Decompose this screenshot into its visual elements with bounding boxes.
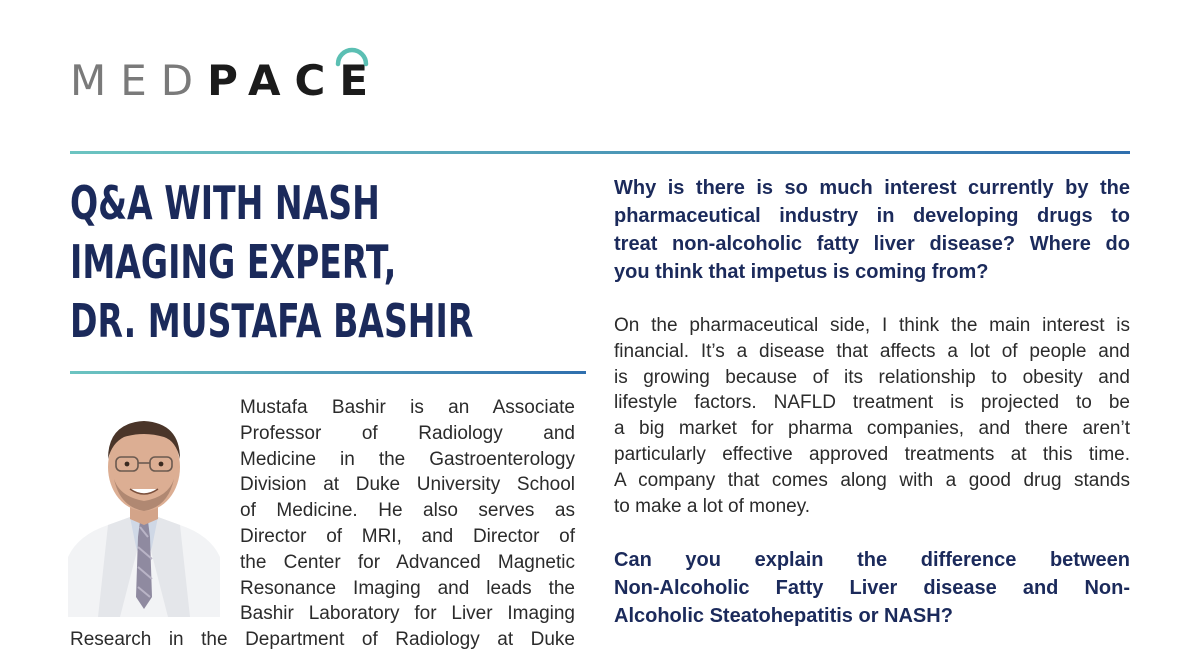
bio-line: Professor of Radiology and [240, 422, 575, 444]
question-line: pharmaceutical industry in developing drugs to [614, 205, 1130, 227]
question-line: Why is there is so much interest currently by the [614, 177, 1130, 199]
top-divider [70, 151, 1130, 154]
logo-swoosh-icon [332, 42, 372, 82]
portrait-photo [68, 397, 220, 617]
logo-text-med: MED [70, 56, 208, 105]
bio-paragraph [240, 395, 575, 627]
logo-text-pace: PACE [207, 56, 383, 105]
answer-paragraph [614, 313, 1130, 519]
answer-line: a big market for pharma companies, and there aren’t [614, 418, 1130, 440]
answer-line: to make a lot of money. [614, 495, 811, 517]
bio-line: Medicine in the Gastroenterology [240, 448, 575, 470]
answer-line: financial. It’s a disease that affects a lot of people and [614, 340, 1130, 362]
bio-line: Director of MRI, and Director of [240, 525, 575, 547]
bio-line: Mustafa Bashir is an Associate [240, 397, 575, 418]
headline-line: DR. MUSTAFA BASHIR [70, 294, 474, 348]
question-line: Non-Alcoholic Fatty Liver disease and Non- [614, 577, 1130, 599]
answer-line: is growing because of its relationship to obesity and [614, 366, 1130, 388]
answer-line: On the pharmaceutical side, I think the main interest is [614, 315, 1130, 336]
bio-line: Resonance Imaging and leads the [240, 577, 575, 599]
answer-line: particularly effective approved treatments at this time. [614, 443, 1130, 465]
bio-line: of Medicine. He also serves as [240, 500, 575, 522]
article-headline [70, 174, 474, 351]
question-line: you think that impetus is coming from? [614, 261, 989, 283]
question-heading [614, 546, 1130, 630]
answer-line: lifestyle factors. NAFLD treatment is projected to be [614, 392, 1130, 414]
bio-line: Division at Duke University School [240, 474, 575, 496]
headline-divider [70, 371, 586, 374]
headline-line: IMAGING EXPERT, [70, 235, 397, 289]
medpace-logo [70, 44, 382, 104]
question-line: treat non-alcoholic fatty liver disease? Where do [614, 233, 1130, 255]
question-line: Can you explain the difference between [614, 549, 1130, 571]
bio-continuation: Research in the Department of Radiology at Duke [70, 629, 575, 650]
question-line: Alcoholic Steatohepatitis or NASH? [614, 605, 953, 627]
question-heading [614, 174, 1130, 286]
answer-line: A company that comes along with a good drug stands [614, 469, 1130, 491]
bio-line: Bashir Laboratory for Liver Imaging [240, 603, 575, 625]
bio-line: the Center for Advanced Magnetic [240, 551, 575, 573]
headline-line: Q&A WITH NASH [70, 176, 380, 230]
